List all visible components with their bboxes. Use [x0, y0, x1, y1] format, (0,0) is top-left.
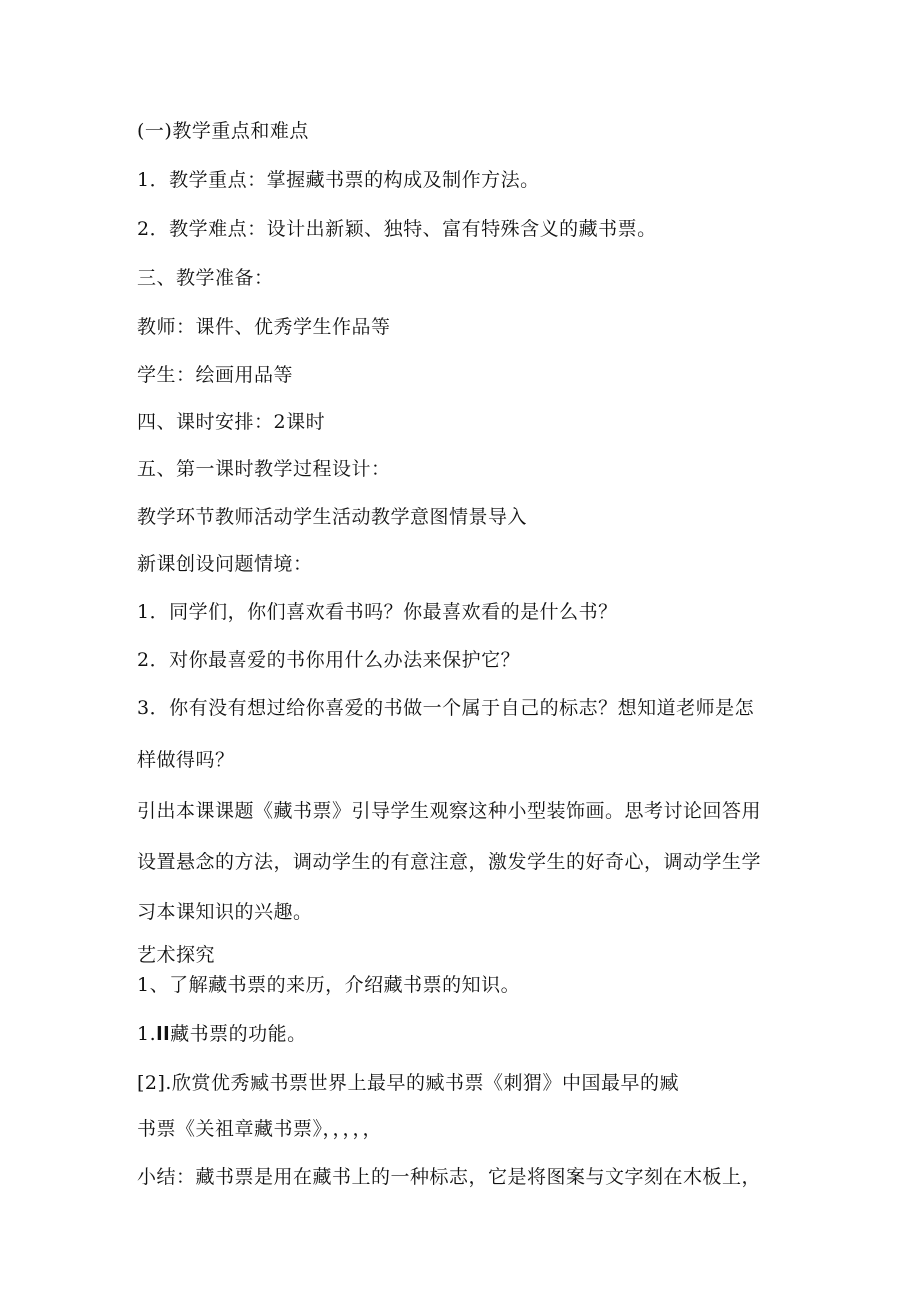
- heading-art-exploration: 艺术探究: [137, 944, 216, 966]
- question-3: 3．你有没有想过给你喜爱的书做一个属于自己的标志？想知道老师是怎: [137, 697, 755, 719]
- appreciation-item-continued: 书票《关祖章藏书票》，，，，，: [137, 1118, 383, 1140]
- heading-process-design: 五、第一课时教学过程设计：: [137, 458, 391, 480]
- function-item: [137, 1022, 797, 1046]
- question-3-continued: 样做得吗？: [137, 749, 235, 771]
- exploration-item-1: 1、了解藏书票的来历，介绍藏书票的知识。: [137, 974, 521, 996]
- item-number: 1.: [137, 1023, 157, 1045]
- student-preparation: 学生：绘画用品等: [137, 364, 294, 386]
- paragraph-line: 习本课知识的兴趣。: [137, 901, 313, 923]
- item-mark: ll: [156, 1023, 171, 1045]
- summary-line: 小结：藏书票是用在藏书上的一种标志，它是将图案与文字刻在木板上，: [137, 1166, 762, 1188]
- item-text: 藏书票的功能。: [170, 1023, 307, 1045]
- heading-key-points: (一)教学重点和难点: [137, 120, 309, 142]
- difficulty-item: 2．教学难点：设计出新颖、独特、富有特殊含义的藏书票。: [137, 218, 657, 240]
- table-header-text: 教学环节教师活动学生活动教学意图情景导入: [137, 506, 528, 528]
- new-lesson-scenario: 新课创设问题情境：: [137, 553, 313, 575]
- paragraph-line: 引出本课课题《藏书票》引导学生观察这种小型装饰画。思考讨论回答用: [137, 800, 762, 822]
- heading-preparation: 三、教学准备：: [137, 267, 274, 289]
- question-2: 2．对你最喜爱的书你用什么办法来保护它？: [137, 649, 521, 671]
- key-point-item: 1．教学重点：掌握藏书票的构成及制作方法。: [137, 169, 540, 191]
- appreciation-item: [2].欣赏优秀臧书票世界上最早的臧书票《刺猬》中国最早的臧: [137, 1072, 679, 1094]
- paragraph-line: 设置悬念的方法，调动学生的有意注意，激发学生的好奇心，调动学生学: [137, 851, 762, 873]
- teacher-preparation: 教师：课件、优秀学生作品等: [137, 316, 391, 338]
- question-1: 1．同学们，你们喜欢看书吗？你最喜欢看的是什么书？: [137, 601, 618, 623]
- heading-schedule: 四、课时安排：2课时: [137, 411, 326, 433]
